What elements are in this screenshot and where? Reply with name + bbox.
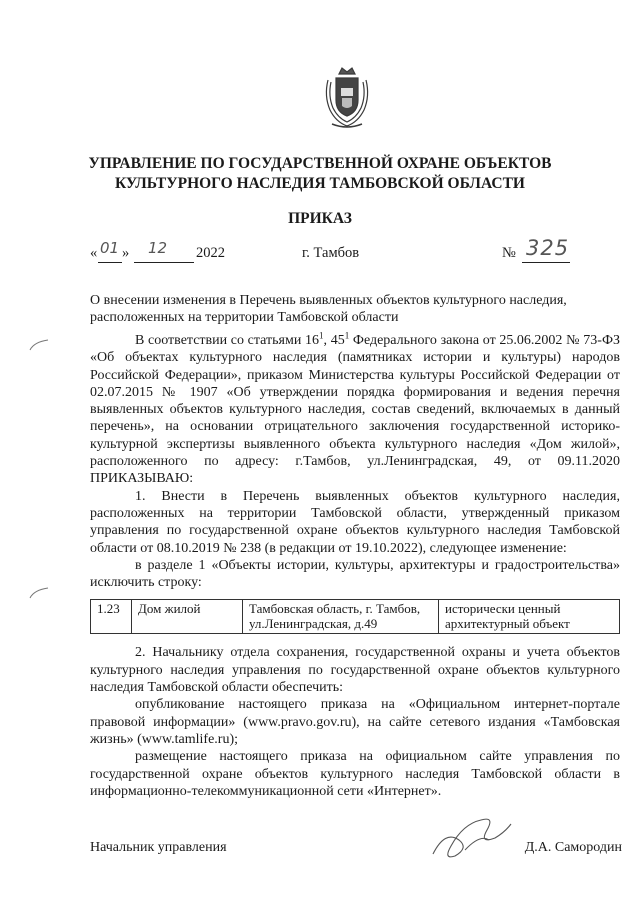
date-month: 12 [148, 239, 168, 257]
document-body [90, 332, 620, 800]
paragraph-basis [90, 332, 620, 488]
document-number: 325 [526, 236, 570, 260]
cell-category: исторически ценный архитектурный объект [439, 600, 620, 634]
basis-text-a: В соответствии со статьями 16 [135, 333, 320, 348]
number-underline [522, 262, 570, 263]
day-underline [98, 262, 122, 263]
quote-close: » [122, 245, 130, 261]
document-subject: О внесении изменения в Перечень выявленных объектов культурного наследия, расположенных на территории Тамбовской области [90, 293, 567, 325]
month-underline [134, 262, 194, 263]
org-line-1: УПРАВЛЕНИЕ ПО ГОСУДАРСТВЕННОЙ ОХРАНЕ ОБЪЕКТОВ [88, 155, 552, 172]
basis-text-b: , 45 [323, 333, 345, 348]
margin-tick-mark [28, 338, 50, 352]
coat-of-arms-icon [322, 66, 372, 130]
paragraph-item-1: 1. Внести в Перечень выявленных объектов культурного наследия, расположенных на территории Тамбовской области, утвержденный приказом управления по государственной охране объектов культурного наследия Тамбовской области от 08.10.2019 № 238 (в редакции от 19.10.2022), следующее изменение: [90, 488, 620, 556]
margin-tick-mark [28, 586, 50, 600]
paragraph-placement: размещение настоящего приказа на официальном сайте управления по государственной охране объектов культурного наследия Тамбовской области в информационно-телекоммуникационной сети «Интернет». [90, 749, 620, 799]
superscript-2: 1 [344, 330, 350, 341]
org-line-2: КУЛЬТУРНОГО НАСЛЕДИЯ ТАМБОВСКОЙ ОБЛАСТИ [115, 175, 525, 192]
date-day: 01 [100, 239, 120, 257]
cell-name: Дом жилой [132, 600, 243, 634]
paragraph-item-2: 2. Начальнику отдела сохранения, государственной охраны и учета объектов культурного наследия управления по государственной охране объектов культурного наследия Тамбовской области обеспечить: [90, 645, 620, 696]
number-label: № [502, 245, 516, 261]
signatory-position: Начальник управления [90, 840, 227, 855]
organization-name [60, 154, 580, 194]
excluded-record-table [90, 599, 620, 634]
cell-number: 1.23 [91, 600, 132, 634]
date-line [90, 236, 620, 268]
paragraph-publication: опубликование настоящего приказа на «Официальном интернет-портале правовой информации» (www.pravo.gov.ru), на сайте сетевого издания «Тамбовская жизнь» (www.tamlife.ru); [90, 697, 620, 747]
basis-text-c: Федерального закона от 25.06.2002 № 73-ФЗ «Об объектах культурного наследия (памятниках истории и культуры) народов Российской Федерации», приказом Министерства культуры Российской Федерации от 02.07.2015 № 1907 «Об утверждении порядка формирования и ведения перечня выявленных объектов культурного наследия, состав сведений, включаемых в данный перечень», на основании отрицательного заключения государственной историко-культурной экспертизы выявленного объекта культурного наследия «Дом жилой», расположенного по адресу: г.Тамбов, ул.Ленинградская, 49, от 09.11.2020 ПРИКАЗЫВАЮ: [90, 333, 621, 487]
date-year: 2022 [196, 245, 225, 261]
table-row [91, 600, 620, 634]
handwritten-signature [425, 810, 515, 862]
cell-address: Тамбовская область, г. Тамбов, ул.Ленинградская, д.49 [243, 600, 439, 634]
document-type: ПРИКАЗ [288, 210, 352, 227]
signatory-name: Д.А. Самородин [524, 840, 622, 855]
paragraph-section: в разделе 1 «Объекты истории, культуры, архитектуры и градостроительства» исключить строку: [90, 557, 620, 591]
city: г. Тамбов [302, 245, 360, 261]
quote-open: « [90, 245, 98, 261]
superscript-1: 1 [319, 330, 324, 341]
